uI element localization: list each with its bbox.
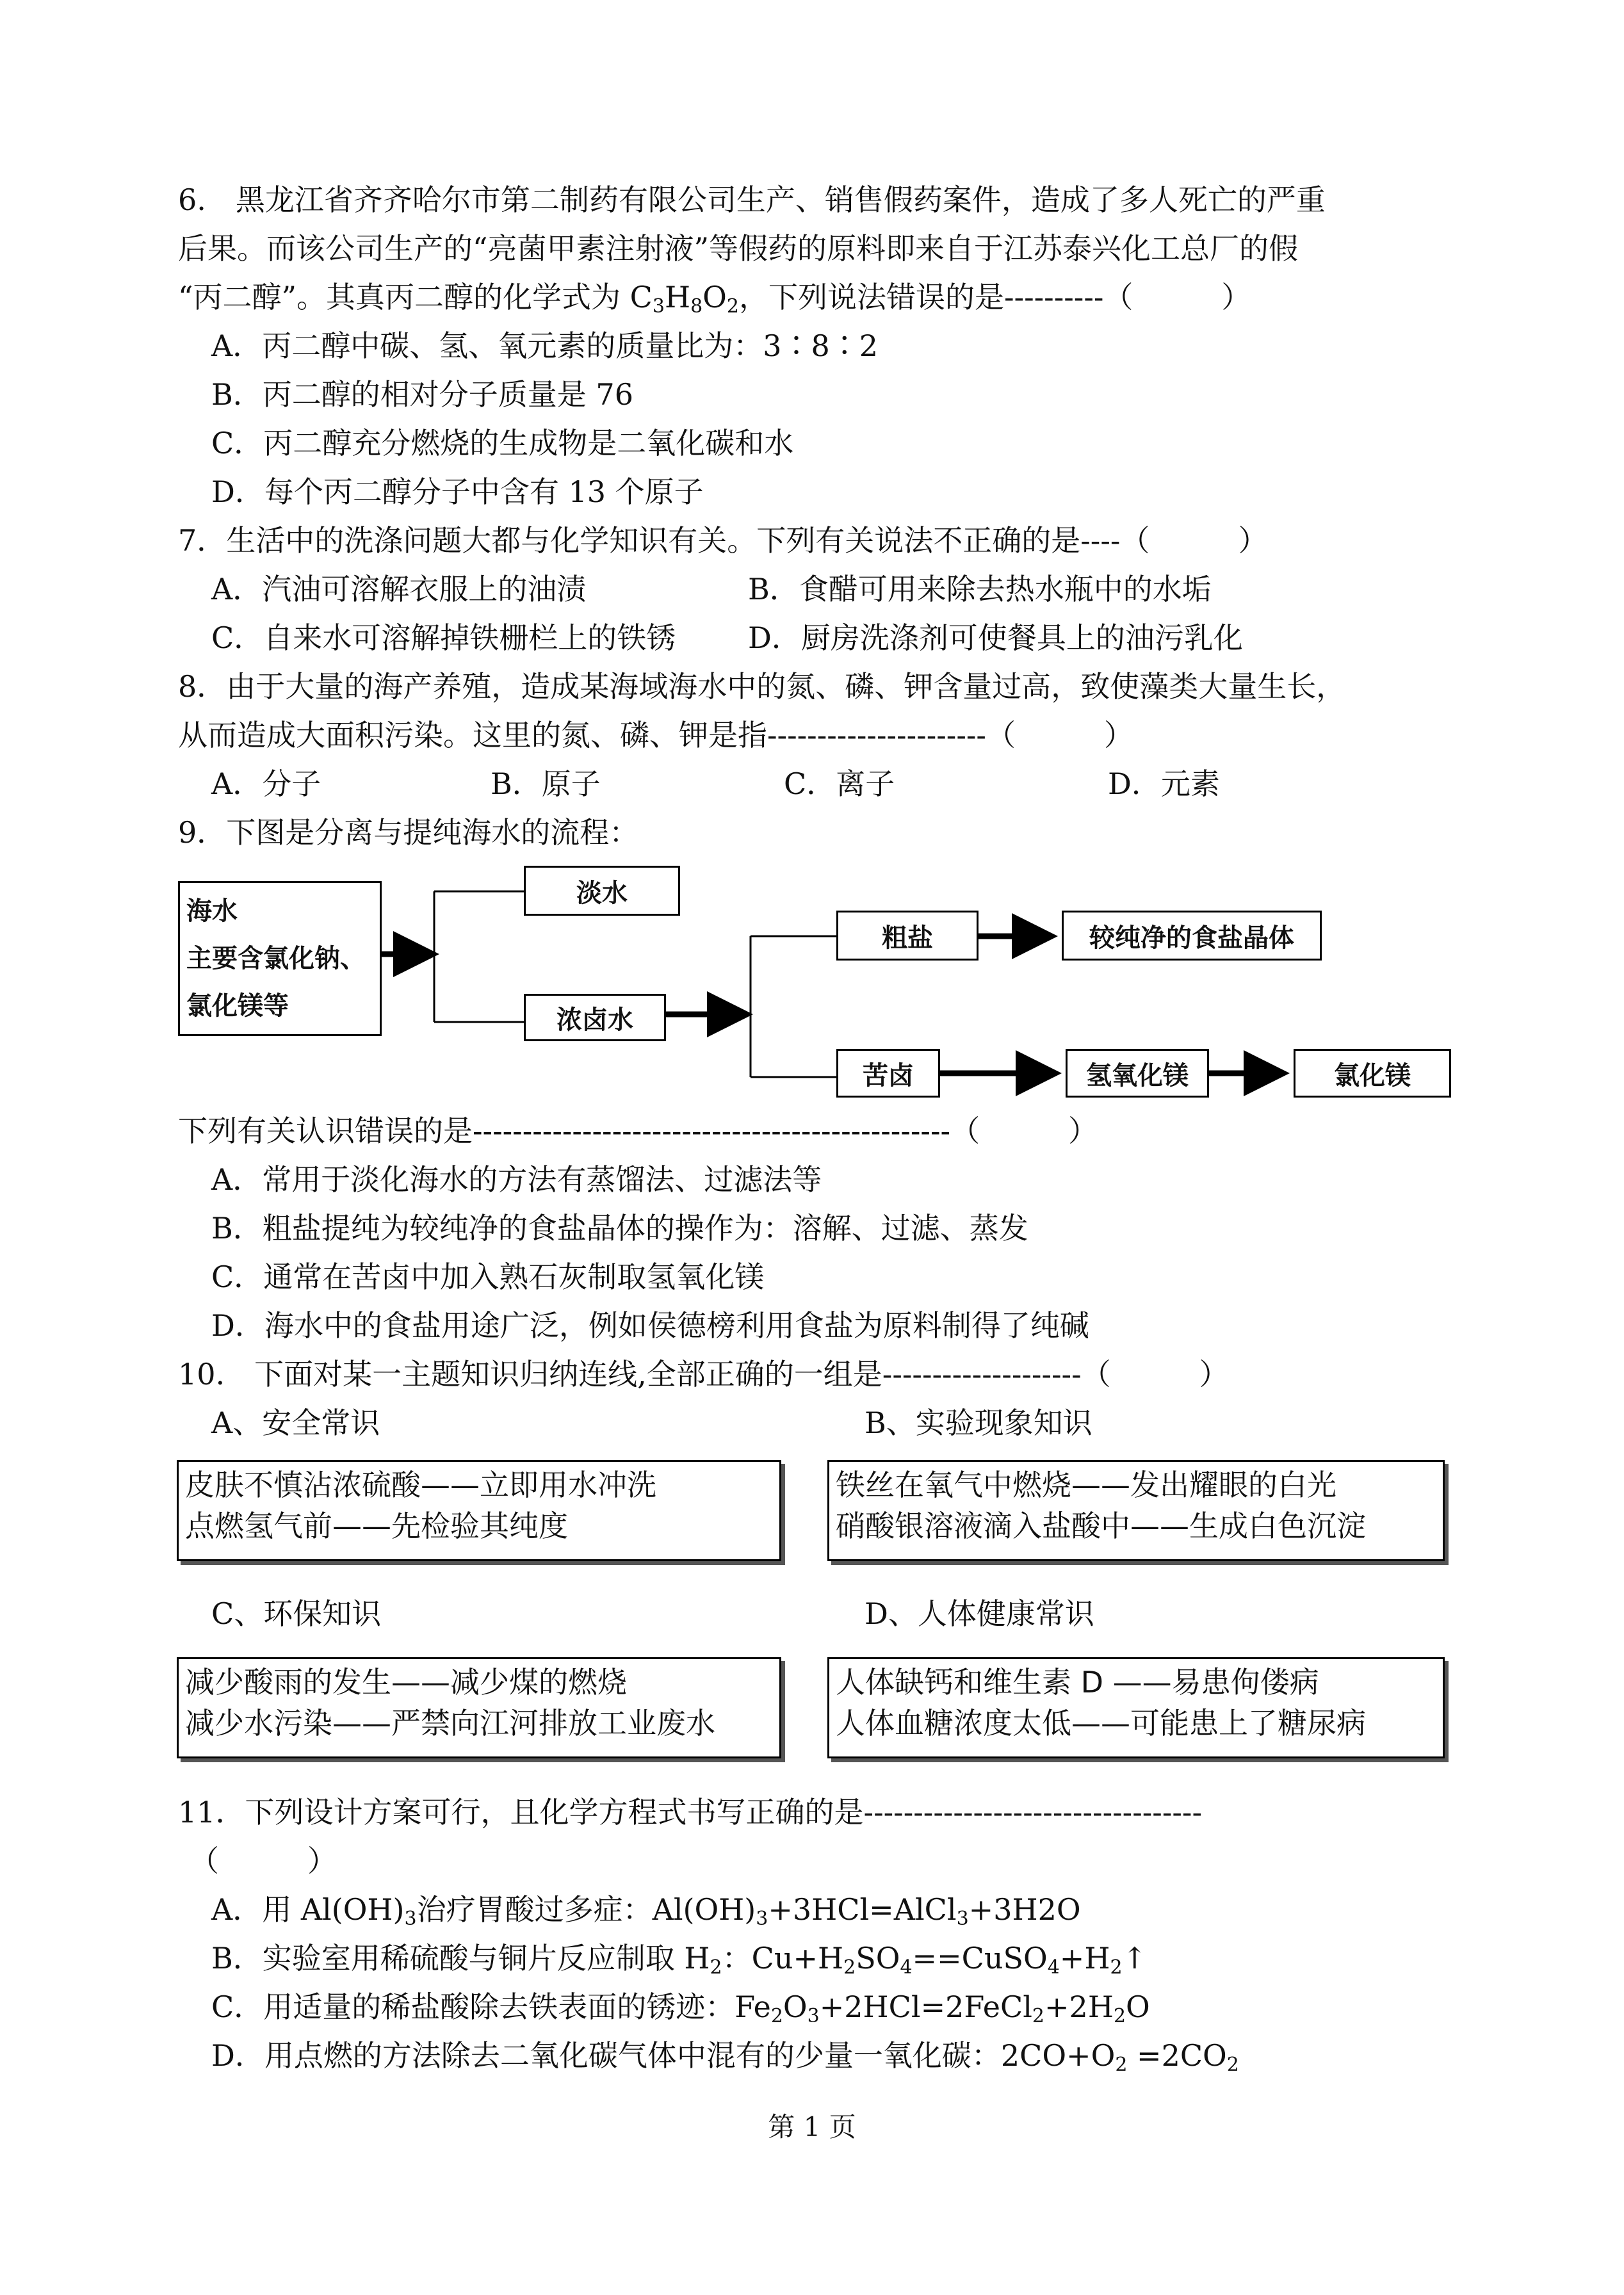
q8-option-c: C．离子 [784,766,895,801]
q10-group-a-title: A、安全常识 [211,1406,380,1440]
q10-stem: 10. 下面对某一主题知识归纳连线,全部正确的一组是--------------------（ ） [178,1357,1229,1391]
q11-option-b: B．实验室用稀硫酸与铜片反应制取 $H_2$：$Cu+H_2SO_4==CuSO_4+H_2↑$ [211,1941,1148,1979]
q9-option-c: C．通常在苦卤中加入熟石灰制取氢氧化镁 [211,1260,765,1294]
q6-option-c: C．丙二醇充分燃烧的生成物是二氧化碳和水 [211,426,794,460]
q10-group-d-item-1: 人体缺钙和维生素 D ——易患佝偻病 [836,1665,1319,1699]
q11-option-c: C．用适量的稀盐酸除去铁表面的锈迹：$Fe_2O_3+2HCl=2FeCl_2+2H_2O$ [211,1990,1150,2027]
q10-group-b-item-2: 硝酸银溶液滴入盐酸中——生成白色沉淀 [836,1509,1366,1543]
q10-group-b-box [827,1460,1445,1561]
q8-option-d: D．元素 [1108,766,1220,801]
q9-option-a: A．常用于淡化海水的方法有蒸馏法、过滤法等 [211,1162,822,1197]
flow-box-pure-salt: 较纯净的食盐晶体 [1062,911,1322,961]
q6-stem-line1: 6. 黑龙江省齐齐哈尔市第二制药有限公司生产、销售假药案件，造成了多人死亡的严重 [178,182,1326,217]
seawater-desc-2: 氯化镁等 [186,991,289,1021]
q10-group-d-title: D、人体健康常识 [865,1596,1094,1631]
q6-stem-line2: 后果。而该公司生产的“亮菌甲素注射液”等假药的原料即来自于江苏泰兴化工总厂的假 [178,231,1299,266]
q10-group-d-box [827,1657,1445,1758]
q10-group-d-item-2: 人体血糖浓度太低——可能患上了糖尿病 [836,1706,1366,1740]
flow-box-crude-salt: 粗盐 [836,911,978,961]
flow-box-mg-hydroxide: 氢氧化镁 [1066,1049,1209,1098]
q7-option-c: C．自来水可溶解掉铁栅栏上的铁锈 [211,620,676,655]
seawater-label: 海水 [186,896,238,926]
q11-stem: 11．下列设计方案可行，且化学方程式书写正确的是---------------------------------- [178,1795,1202,1829]
flow-box-seawater [178,881,382,1036]
q10-group-c-item-1: 减少酸雨的发生——减少煤的燃烧 [185,1665,627,1699]
page-number: 第 1 页 [768,2111,856,2143]
q6-option-a: A．丙二醇中碳、氢、氧元素的质量比为：3∶8∶2 [211,328,879,363]
flow-box-brine: 浓卤水 [524,994,666,1041]
q7-stem: 7．生活中的洗涤问题大都与化学知识有关。下列有关说法不正确的是----（ ） [178,523,1268,558]
flow-box-bittern: 苦卤 [836,1049,940,1098]
q10-group-b-title: B、实验现象知识 [865,1406,1092,1440]
q10-group-a-box [177,1460,781,1561]
q8-option-a: A．分子 [211,766,321,801]
q8-stem-line2: 从而造成大面积污染。这里的氮、磷、钾是指----------------------（ ） [178,718,1133,752]
q10-group-c-item-2: 减少水污染——严禁向江河排放工业废水 [185,1706,715,1740]
seawater-desc-1: 主要含氯化钠、 [186,944,366,973]
q6-option-b: B．丙二醇的相对分子质量是 76 [211,377,633,412]
q11-answer-paren: （ ） [190,1844,337,1878]
q7-option-d: D．厨房洗涤剂可使餐具上的油污乳化 [748,620,1243,655]
q9-option-d: D．海水中的食盐用途广泛，例如侯德榜利用食盐为原料制得了纯碱 [211,1308,1089,1343]
flow-box-mg-chloride: 氯化镁 [1294,1049,1451,1098]
q10-group-a-item-1: 皮肤不慎沾浓硫酸——立即用水冲洗 [185,1468,656,1502]
q6-option-d: D．每个丙二醇分子中含有 13 个原子 [211,474,704,509]
q11-option-a: A．用 $Al(OH)_3$治疗胃酸过多症：$Al(OH)_3+3HCl=AlCl_3+3H2O$ [211,1892,1081,1930]
q9-stem-line2: 下列有关认识错误的是------------------------------------------------（ ） [178,1114,1098,1148]
q9-stem: 9．下图是分离与提纯海水的流程： [178,815,639,850]
q7-option-b: B．食醋可用来除去热水瓶中的水垢 [748,572,1212,606]
q10-group-a-item-2: 点燃氢气前——先检验其纯度 [185,1509,568,1543]
q11-option-d: D．用点燃的方法除去二氧化碳气体中混有的少量一氧化碳：$2CO+O_2 =2CO_2$ [211,2038,1239,2076]
q8-stem-line1: 8．由于大量的海产养殖，造成某海域海水中的氮、磷、钾含量过高，致使藻类大量生长， [178,669,1346,704]
q6-stem-line3: “丙二醇”。其真丙二醇的化学式为 $C_3H_8O_2$，下列说法错误的是----------（ ） [178,280,1251,318]
q10-group-c-box [177,1657,781,1758]
q8-option-b: B．原子 [491,766,601,801]
q9-option-b: B．粗盐提纯为较纯净的食盐晶体的操作为：溶解、过滤、蒸发 [211,1211,1028,1245]
q7-option-a: A．汽油可溶解衣服上的油渍 [211,572,587,606]
q10-group-c-title: C、环保知识 [211,1596,382,1631]
flow-box-fresh-water: 淡水 [524,866,680,916]
q10-group-b-item-1: 铁丝在氧气中燃烧——发出耀眼的白光 [836,1468,1336,1502]
